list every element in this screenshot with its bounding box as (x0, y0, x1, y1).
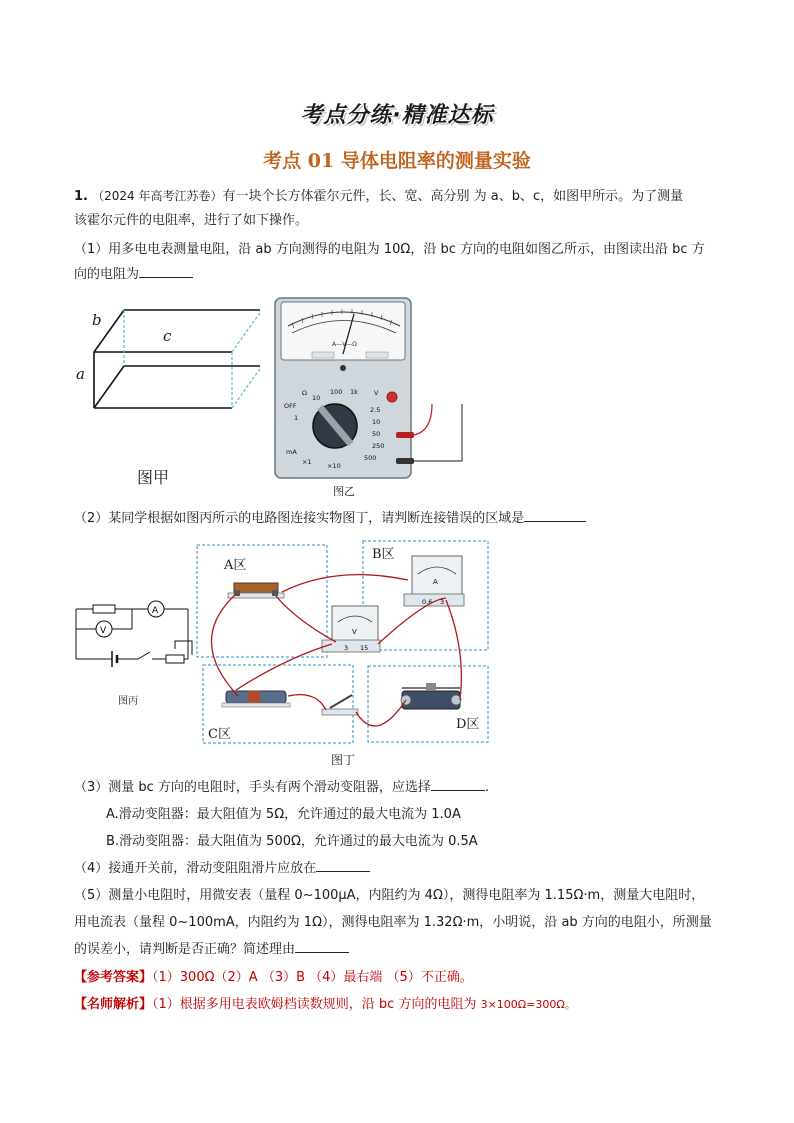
label-c: c (163, 327, 172, 345)
cuboid-hidden-edge-5 (232, 366, 260, 408)
zone-c-label: C区 (208, 727, 231, 742)
caption-ding: 图丁 (331, 753, 356, 767)
zone-a-frame (197, 545, 327, 657)
answer-blank-3 (431, 778, 485, 791)
dial-label-2-5: 2.5 (370, 406, 381, 414)
part5-line1: （5）测量小电阻时，用微安表（量程 0~100μA，内阻约为 4Ω），测得电阻率为 1.15Ω·m，测量大电阻时， (74, 888, 705, 903)
answer-blank-4 (316, 859, 370, 872)
probe-red-jack[interactable] (396, 432, 414, 438)
voltmeter-device-letter: V (352, 628, 357, 636)
dial-label-ma: mA (286, 448, 297, 456)
caption-bing: 图丙 (118, 696, 138, 707)
part4-line (74, 859, 370, 879)
part3-line: （3）测量 bc 方向的电阻时，手头有两个滑动变阻器，应选择 . (74, 780, 490, 795)
zone-b-label: B区 (372, 547, 395, 562)
topic-title: 考点 01 导体电阻率的测量实验 (263, 150, 531, 172)
resistor-symbol (93, 605, 115, 613)
dial-label-off: OFF (284, 402, 297, 410)
rheostat-symbol (166, 655, 184, 663)
dial-label-1: 1 (294, 414, 299, 422)
zone-a-resistor (234, 583, 278, 593)
ammeter-scale-3: 3 (440, 598, 445, 606)
part2-line (74, 509, 586, 529)
zone-d-label: D区 (456, 717, 480, 732)
meter-face-text: A—V—Ω (332, 341, 357, 348)
dial-label-500: 500 (364, 454, 377, 462)
rheostat-slider (175, 641, 192, 655)
dial-label-1k: 1k (350, 388, 358, 396)
wire-switch-to-rheostat (356, 700, 406, 726)
dial-label-ohm-10: 10 (312, 394, 321, 402)
ammeter-device (412, 556, 462, 596)
cuboid-bottom-left-edge (94, 366, 124, 408)
answer-blank-1 (139, 265, 193, 278)
dial-label-100: 100 (330, 388, 343, 396)
ammeter-letter: A (152, 606, 159, 616)
ohm-adjust-knob[interactable] (387, 392, 397, 402)
answer-label: 【参考答案】 (74, 970, 153, 985)
part5-line3 (74, 940, 349, 960)
zone-a-label: A区 (224, 558, 247, 573)
reference-answer (74, 968, 473, 988)
ammeter-scale-0-6: 0.6 (422, 598, 433, 606)
meter-face (281, 302, 405, 360)
voltmeter-letter: V (100, 626, 107, 636)
switch-symbol (138, 652, 150, 659)
voltmeter-scale-3: 3 (344, 644, 349, 652)
voltmeter-scale-15: 15 (360, 644, 369, 652)
analysis-text: （1）根据多用电表欧姆档读数规则，沿 bc 方向的电阻为 (152, 997, 477, 1012)
analysis-label: 【名师解析】 (74, 997, 153, 1012)
part1-line1: （1）用多电电表测量电阻，沿 ab 方向测得的电阻为 10Ω，沿 bc 方向的电阻如图乙所示，由图读出沿 bc 方 (74, 242, 705, 257)
analysis-result: 3×100Ω=300Ω。 (480, 998, 576, 1011)
dial-label-ohm: Ω (302, 389, 307, 397)
label-b: b (92, 311, 102, 329)
dial-label-10: 10 (372, 418, 381, 426)
probe-black-jack[interactable] (396, 458, 414, 464)
section-banner: 考点分练·精准达标 (300, 103, 494, 128)
answer-blank-2 (524, 509, 586, 522)
figure-bing-circuit (68, 595, 198, 685)
part2-text: （2）某同学根据如图丙所示的电路图连接实物图丁，请判断连接错误的区域是 (74, 511, 525, 526)
voltmeter-device (332, 606, 378, 642)
part5-line2: 用电流表（量程 0~100mA，内阻约为 1Ω），测得电阻率为 1.32Ω·m，小明说，沿 ab 方向的电阻小，所测量 (74, 915, 712, 930)
teacher-analysis (74, 995, 576, 1015)
part4-text: （4）接通开关前，滑动变阻阻滑片应放在 (74, 861, 317, 876)
answer-text: （1）300Ω（2）A （3）B （4）最右端 （5）不正确。 (152, 970, 473, 985)
question-stem-line1 (74, 186, 683, 207)
dial-label-x10: ×10 (327, 462, 341, 470)
question-source: （2024 年高考江苏卷） (92, 189, 223, 203)
wire-ammeter-to-rheostat (446, 600, 461, 700)
part1-text: 向的电阻为 (74, 267, 140, 282)
label-a: a (76, 365, 85, 383)
part1-line2 (74, 265, 193, 285)
part3-option-a: A.滑动变阻器：最大阻值为 5Ω，允许通过的最大电流为 1.0A (106, 807, 461, 822)
dial-label-50: 50 (372, 430, 381, 438)
dial-label-v: V (374, 389, 379, 397)
caption-jia: 图甲 (137, 468, 170, 487)
wire-resistor-to-battery (211, 594, 238, 696)
part3-option-b: B.滑动变阻器：最大阻值为 500Ω，允许通过的最大电流为 0.5A (106, 834, 478, 849)
figure-yi-multimeter (272, 296, 468, 480)
switch-device (322, 709, 358, 715)
question-number: 1. (74, 189, 88, 204)
ammeter-device-letter: A (433, 578, 438, 586)
question-stem-line2: 该霍尔元件的电阻率，进行了如下操作。 (74, 213, 309, 228)
zero-adjust-screw[interactable] (340, 365, 346, 371)
wire-battery-to-switch (288, 695, 326, 710)
wire-voltmeter-to-battery (236, 644, 332, 690)
cuboid-hidden-edge-4 (232, 310, 260, 352)
question-stem-text: 有一块个长方体霍尔元件，长、宽、高分别 为 a、b、c，如图甲所示。为了测量 (222, 189, 684, 204)
answer-blank-5 (295, 940, 349, 953)
dial-label-250: 250 (372, 442, 385, 450)
part5-text: 的误差小，请判断是否正确？简述理由 (74, 942, 296, 957)
red-probe-wire (414, 404, 432, 435)
dial-label-x1: ×1 (302, 458, 312, 466)
wire-resistor-to-ammeter (282, 575, 408, 592)
caption-yi: 图乙 (333, 485, 355, 498)
part3-text: （3）测量 bc 方向的电阻时，手头有两个滑动变阻器，应选择 (74, 780, 431, 795)
